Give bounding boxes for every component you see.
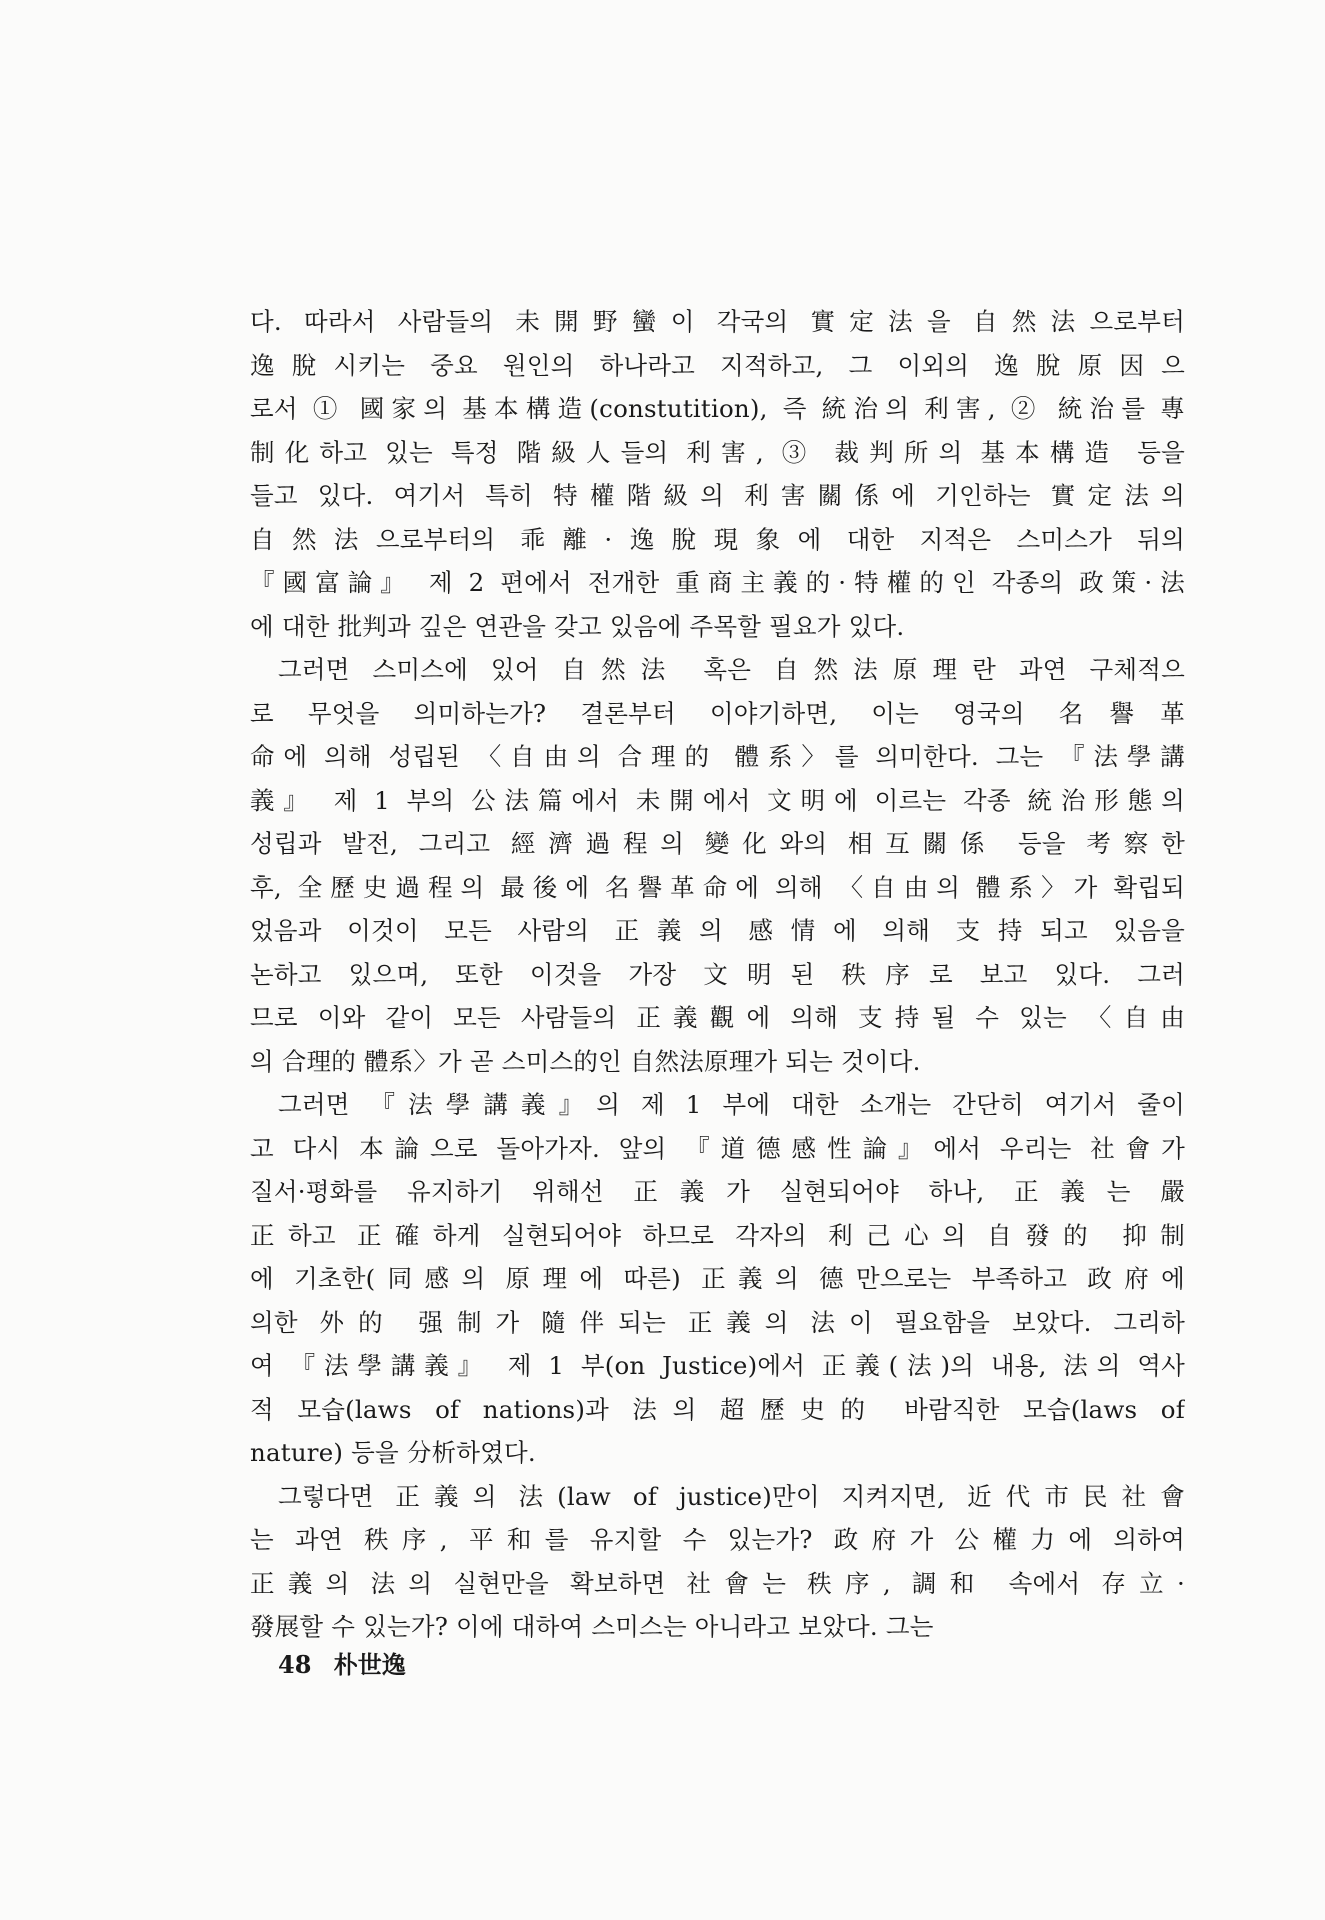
text-line: nature) 등을 分析하였다. [250, 1438, 536, 1467]
text-line: 逸脫시키는 중요 원인의 하나라고 지적하고, 그 이외의 逸脫原因으 [250, 350, 1185, 380]
text-line: 正하고 正確하게 실현되어야 하므로 각자의 利己心의 自發的 抑制 [250, 1220, 1185, 1250]
text-line: 의한 外的 强制가 隨伴되는 正義의 法이 필요함을 보았다. 그리하 [250, 1307, 1185, 1337]
text-line: 므로 이와 같이 모든 사람들의 正義觀에 의해 支持될 수 있는 〈自由 [250, 1003, 1185, 1032]
text-line: 命에 의해 성립된 〈自由의 合理的 體系〉를 의미한다. 그는 『法學講 [250, 742, 1185, 771]
text-line: 에 기초한(同感의 原理에 따른) 正義의 德만으로는 부족하고 政府에 [250, 1264, 1185, 1293]
paragraph [250, 648, 1185, 1083]
body-text [250, 300, 1185, 1649]
text-line: 正義의 法의 실현만을 확보하면 社會는 秩序, 調和 속에서 存立· [250, 1568, 1185, 1598]
text-line: 의 合理的 體系〉가 곧 스미스的인 自然法原理가 되는 것이다. [250, 1046, 921, 1076]
text-line: 었음과 이것이 모든 사람의 正義의 感情에 의해 支持되고 있음을 [250, 916, 1185, 945]
text-line: 『國富論』 제 2 편에서 전개한 重商主義的·特權的인 각종의 政策·法 [250, 568, 1185, 597]
text-line: 그러면 스미스에 있어 自然法 혹은 自然法原理란 과연 구체적으 [278, 655, 1185, 684]
paragraph [250, 1475, 1185, 1649]
page-number: 48 [278, 1650, 312, 1679]
text-line: 로 무엇을 의미하는가? 결론부터 이야기하면, 이는 영국의 名譽革 [250, 698, 1185, 728]
paragraph [250, 1083, 1185, 1475]
text-line: 성립과 발전, 그리고 經濟過程의 變化와의 相互關係 등을 考察한 [250, 829, 1185, 858]
author-name: 朴世逸 [333, 1650, 406, 1679]
text-line: 制化하고 있는 특정 階級人들의 利害, ③ 裁判所의 基本構造 등을 [250, 437, 1185, 467]
text-line: 논하고 있으며, 또한 이것을 가장 文明된 秩序로 보고 있다. 그러 [250, 959, 1185, 989]
text-line: 그러면 『法學講義』의 제 1 부에 대한 소개는 간단히 여기서 줄이 [278, 1090, 1185, 1119]
text-line: 는 과연 秩序, 平和를 유지할 수 있는가? 政府가 公權力에 의하여 [250, 1525, 1185, 1554]
text-line: 고 다시 本論으로 돌아가자. 앞의 『道德感性論』에서 우리는 社會가 [250, 1133, 1185, 1163]
text-line: 적 모습(laws of nations)과 法의 超歷史的 바람직한 모습(laws of [250, 1394, 1185, 1424]
text-line: 로서 ① 國家의 基本構造(constutition), 즉 統治의 利害, ② 統治를 專 [250, 394, 1185, 423]
paragraph [250, 300, 1185, 648]
text-line: 질서·평화를 유지하기 위해선 正義가 실현되어야 하나, 正義는 嚴 [250, 1177, 1185, 1206]
text-line: 그렇다면 正義의 法(law of justice)만이 지켜지면, 近代市民社會 [278, 1481, 1185, 1511]
text-line: 發展할 수 있는가? 이에 대하여 스미스는 아니라고 보았다. 그는 [250, 1612, 934, 1641]
text-line: 에 대한 批判과 깊은 연관을 갖고 있음에 주목할 필요가 있다. [250, 611, 905, 641]
text-line: 여 『法學講義』 제 1 부(on Justice)에서 正義(法)의 내용, 法의 역사 [250, 1351, 1185, 1380]
text-line: 후, 全歷史過程의 最後에 名譽革命에 의해 〈自由의 體系〉가 확립되 [250, 872, 1185, 902]
page-footer [278, 1645, 406, 1680]
text-line: 들고 있다. 여기서 특히 特權階級의 利害關係에 기인하는 實定法의 [250, 481, 1185, 510]
text-line: 自然法으로부터의 乖離·逸脫現象에 대한 지적은 스미스가 뒤의 [250, 524, 1185, 554]
text-line: 義』 제 1 부의 公法篇에서 未開에서 文明에 이르는 각종 統治形態의 [250, 785, 1185, 815]
text-line: 다. 따라서 사람들의 未開野蠻이 각국의 實定法을 自然法으로부터 [250, 307, 1185, 336]
